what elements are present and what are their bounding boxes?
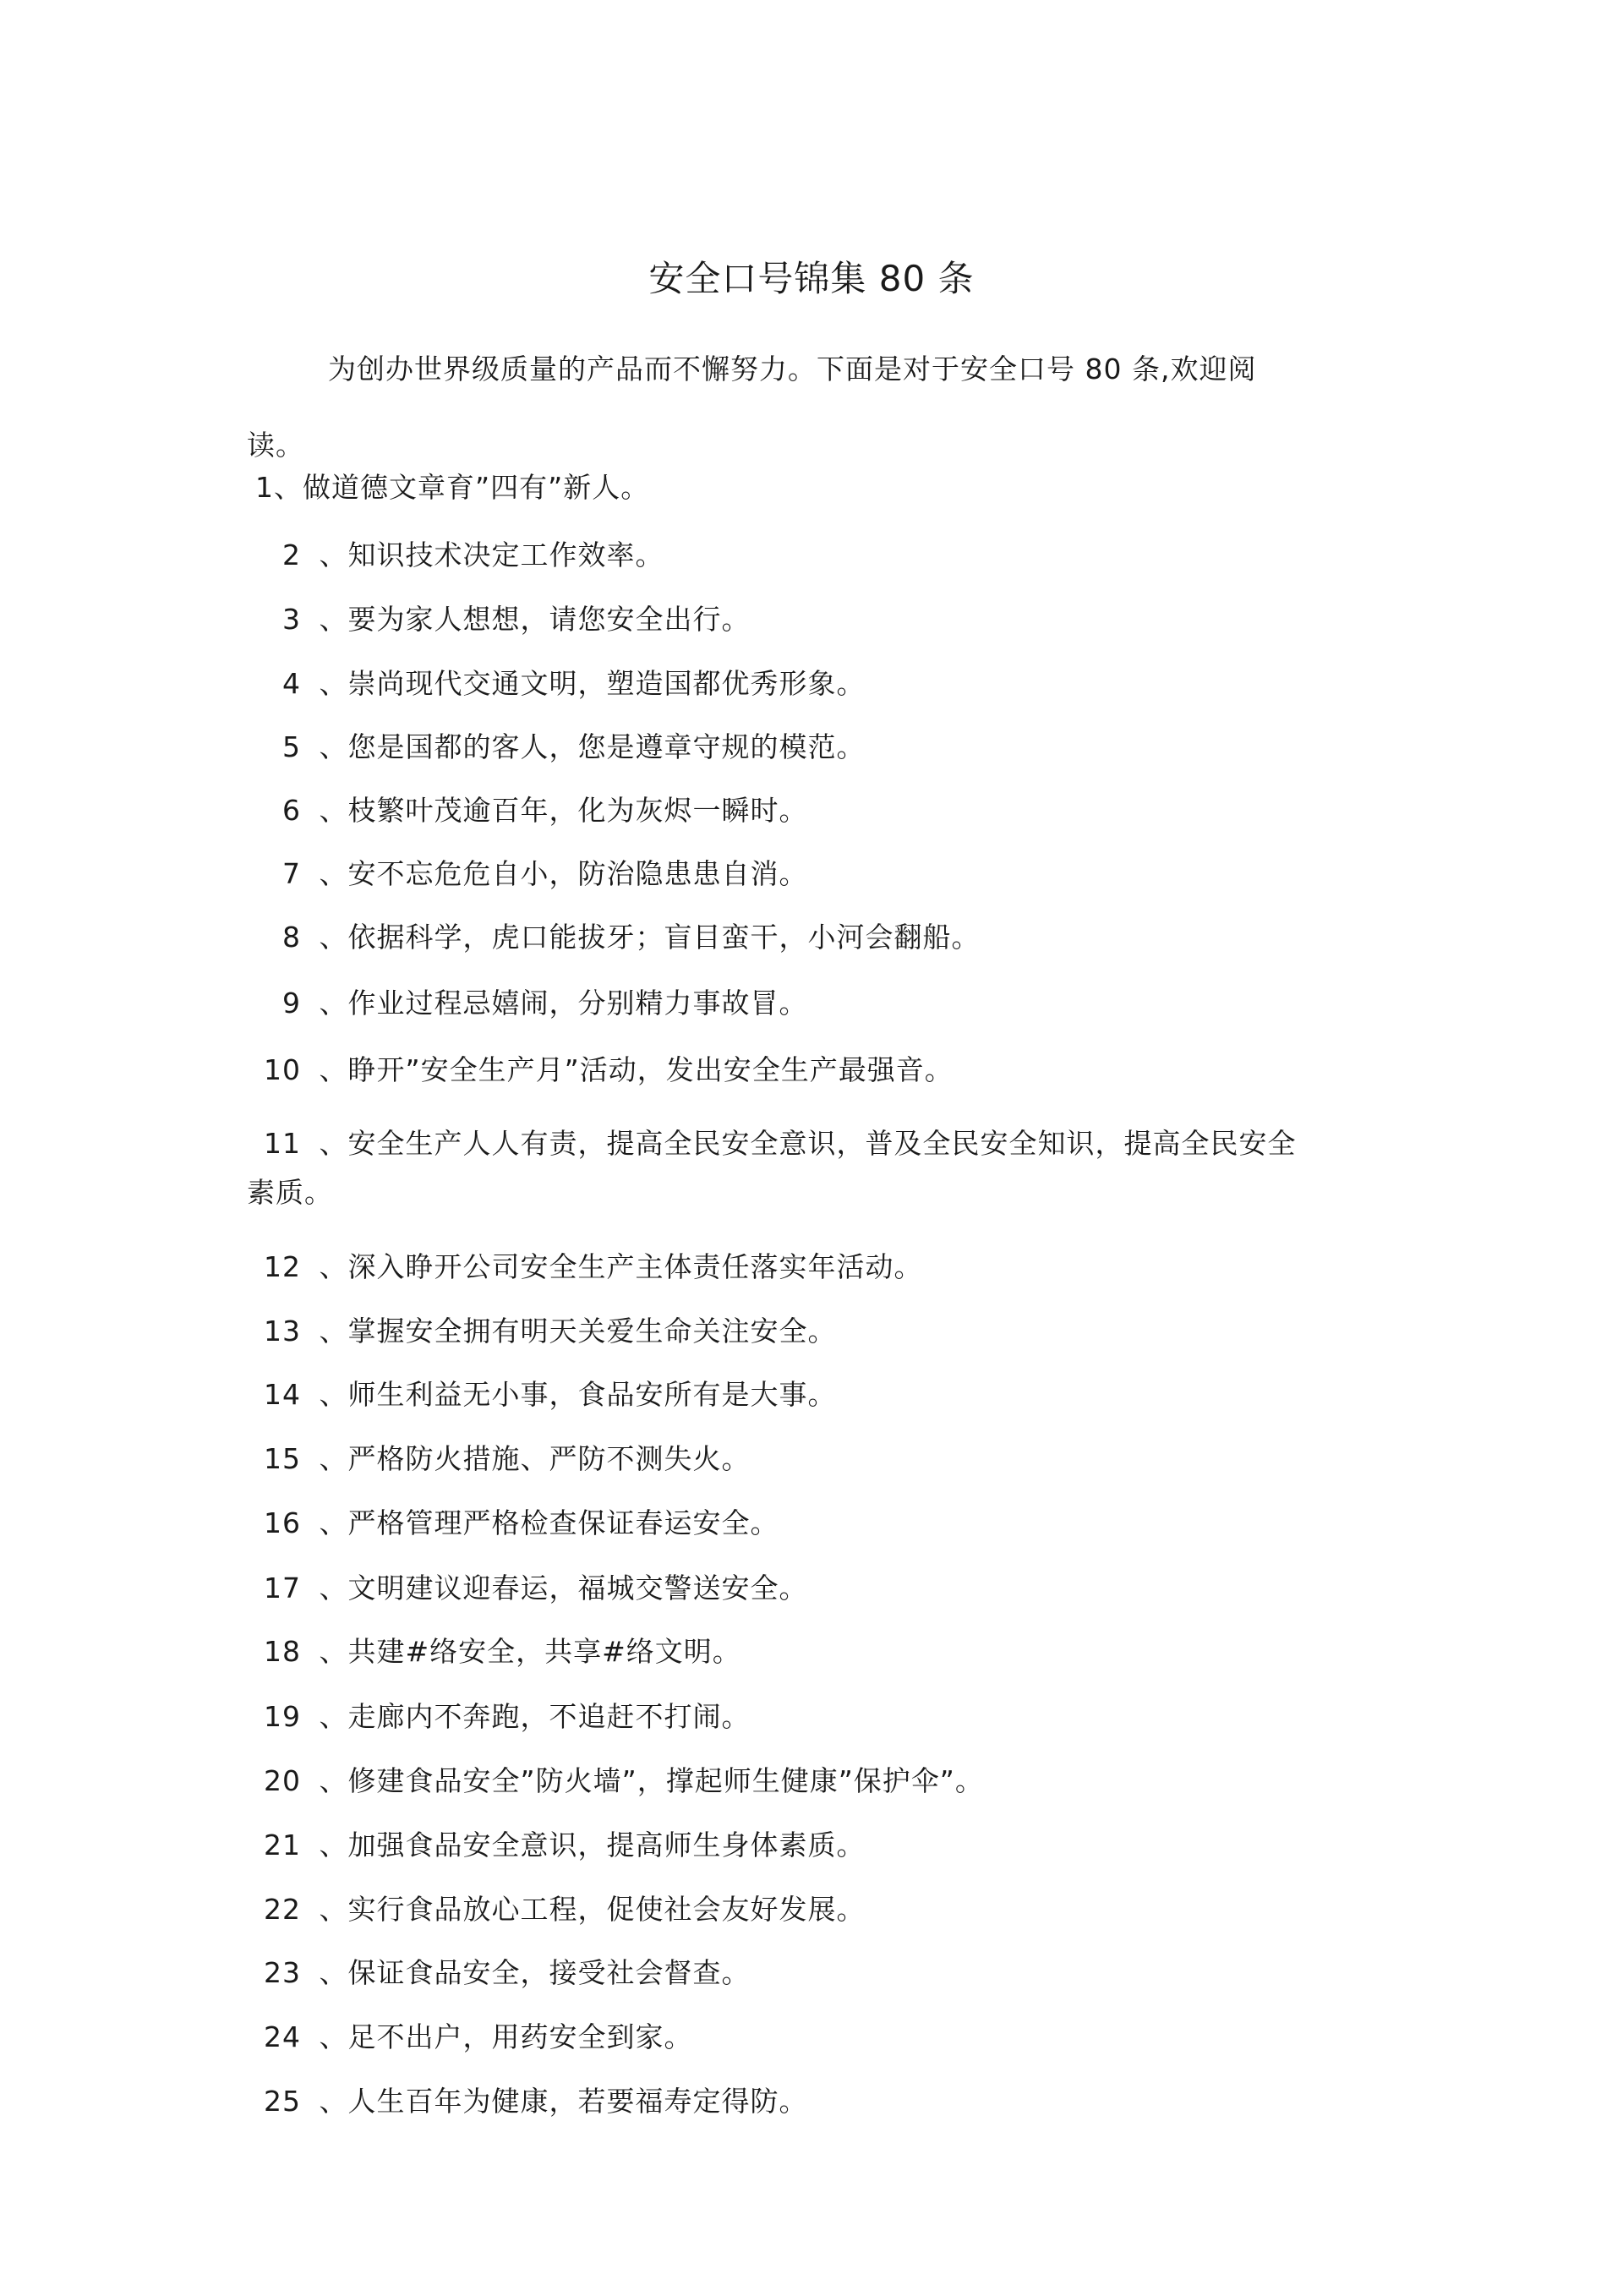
slogan-number: 18: [264, 1635, 301, 1668]
slogan-item: [247, 1435, 1312, 1484]
slogan-item: [247, 2013, 1312, 2062]
slogan-item: [247, 1499, 1312, 1548]
slogan-separator: 、: [309, 1572, 348, 1604]
slogan-separator: 、: [309, 1250, 348, 1283]
slogan-text: 安不忘危危自小，防治隐患患自消。: [347, 857, 808, 890]
slogan-number: 3: [282, 603, 301, 636]
slogan-text: 师生利益无小事，食品安所有是大事。: [347, 1378, 837, 1411]
slogan-number: 25: [264, 2085, 301, 2118]
slogan-separator: 、: [309, 794, 348, 827]
slogan-item: [247, 1243, 1312, 1292]
slogan-number: 8: [282, 921, 301, 954]
slogan-text: 保证食品安全，接受社会督查。: [347, 1956, 751, 1989]
slogan-separator: 、: [309, 1127, 348, 1160]
slogan-separator: 、: [309, 667, 348, 700]
slogan-number: 4: [282, 667, 301, 700]
slogan-text: 加强食品安全意识，提高师生身体素质。: [347, 1829, 866, 1861]
slogan-text: 要为家人想想，请您安全出行。: [347, 603, 751, 636]
slogan-separator: 、: [309, 1315, 348, 1348]
slogan-text: 实行食品放心工程，促使社会友好发展。: [347, 1893, 866, 1926]
slogan-text: 足不出户，用药安全到家。: [347, 2020, 693, 2053]
slogan-number: 24: [264, 2020, 301, 2053]
slogan-text: 作业过程忌嬉闹，分别精力事故冒。: [347, 987, 808, 1020]
slogan-number: 14: [264, 1378, 301, 1411]
slogan-separator: 、: [309, 1635, 348, 1668]
slogan-text: 掌握安全拥有明天关爱生命关注安全。: [347, 1315, 837, 1348]
slogan-text: 做道德文章育”四有”新人。: [303, 471, 650, 504]
slogan-item: [247, 659, 1312, 708]
slogan-number: 5: [282, 730, 301, 763]
slogan-item: [247, 463, 1312, 512]
slogan-text: 人生百年为健康，若要福寿定得防。: [347, 2085, 808, 2118]
slogan-separator: 、: [309, 1829, 348, 1861]
slogan-number: 13: [264, 1315, 301, 1348]
slogan-item: [247, 1821, 1312, 1870]
slogan-number: 22: [264, 1893, 301, 1926]
slogan-text: 依据科学，虎口能拔牙；盲目蛮干，小河会翻船。: [347, 921, 981, 954]
slogan-item: [247, 1885, 1312, 1934]
slogan-number: 16: [264, 1506, 301, 1539]
slogan-text: 修建食品安全”防火墙”，撑起师生健康”保护伞”。: [347, 1764, 984, 1797]
slogan-text: 安全生产人人有责，提高全民安全意识，普及全民安全知识，提高全民安全素质。: [247, 1127, 1297, 1209]
slogan-separator: 、: [309, 538, 348, 571]
slogan-number: 2: [282, 538, 301, 571]
slogan-item: [247, 1627, 1312, 1676]
slogan-item: [247, 723, 1312, 772]
slogan-separator: 、: [309, 1442, 348, 1475]
slogan-number: 21: [264, 1829, 301, 1861]
slogan-number: 15: [264, 1442, 301, 1475]
slogan-list: [247, 0, 1329, 2296]
slogan-separator: 、: [309, 857, 348, 890]
slogan-item: [247, 1370, 1312, 1419]
slogan-separator: 、: [309, 987, 348, 1020]
slogan-item: [247, 1046, 1312, 1095]
intro-paragraph: 为创办世界级质量的产品而不懈努力。下面是对于安全口号 80 条,欢迎阅读。: [247, 353, 1257, 462]
slogan-item: [247, 595, 1312, 644]
slogan-item: [247, 786, 1312, 835]
slogan-separator: 、: [309, 730, 348, 763]
slogan-separator: 、: [274, 471, 303, 504]
slogan-separator: 、: [309, 921, 348, 954]
slogan-separator: 、: [309, 1378, 348, 1411]
slogan-number: 17: [264, 1572, 301, 1604]
slogan-number: 6: [282, 794, 301, 827]
slogan-number: 7: [282, 857, 301, 890]
slogan-text: 文明建议迎春运，福城交警送安全。: [347, 1572, 808, 1604]
slogan-text: 睁开”安全生产月”活动，发出安全生产最强音。: [347, 1053, 954, 1086]
slogan-text: 严格防火措施、严防不测失火。: [347, 1442, 751, 1475]
document-title: 安全口号锦集 80 条: [648, 258, 975, 299]
slogan-text: 知识技术决定工作效率。: [347, 538, 664, 571]
slogan-separator: 、: [309, 2085, 348, 2118]
slogan-separator: 、: [309, 1893, 348, 1926]
slogan-separator: 、: [309, 1956, 348, 1989]
slogan-separator: 、: [309, 1764, 348, 1797]
slogan-number: 1: [255, 471, 274, 504]
slogan-item: [247, 850, 1312, 899]
slogan-text: 严格管理严格检查保证春运安全。: [347, 1506, 779, 1539]
slogan-text: 共建#络安全，共享#络文明。: [347, 1635, 741, 1668]
slogan-item: [247, 1119, 1312, 1217]
slogan-item: [247, 1692, 1312, 1741]
slogan-number: 12: [264, 1250, 301, 1283]
slogan-number: 11: [264, 1127, 301, 1160]
slogan-item: [247, 1949, 1312, 1998]
slogan-separator: 、: [309, 603, 348, 636]
slogan-item: [247, 979, 1312, 1028]
slogan-text: 枝繁叶茂逾百年，化为灰烬一瞬时。: [347, 794, 808, 827]
slogan-number: 10: [264, 1053, 301, 1086]
slogan-separator: 、: [309, 1700, 348, 1733]
slogan-text: 崇尚现代交通文明，塑造国都优秀形象。: [347, 667, 866, 700]
slogan-number: 9: [282, 987, 301, 1020]
slogan-text: 深入睁开公司安全生产主体责任落实年活动。: [347, 1250, 923, 1283]
slogan-separator: 、: [309, 2020, 348, 2053]
slogan-item: [247, 2077, 1312, 2126]
slogan-separator: 、: [309, 1053, 348, 1086]
slogan-item: [247, 1564, 1312, 1613]
slogan-text: 您是国都的客人，您是遵章守规的模范。: [347, 730, 866, 763]
slogan-item: [247, 1757, 1312, 1806]
slogan-item: [247, 1307, 1312, 1356]
slogan-number: 19: [264, 1700, 301, 1733]
slogan-number: 23: [264, 1956, 301, 1989]
slogan-number: 20: [264, 1764, 301, 1797]
slogan-separator: 、: [309, 1506, 348, 1539]
slogan-item: [247, 531, 1312, 580]
slogan-text: 走廊内不奔跑，不追赶不打闹。: [347, 1700, 751, 1733]
slogan-item: [247, 913, 1312, 962]
